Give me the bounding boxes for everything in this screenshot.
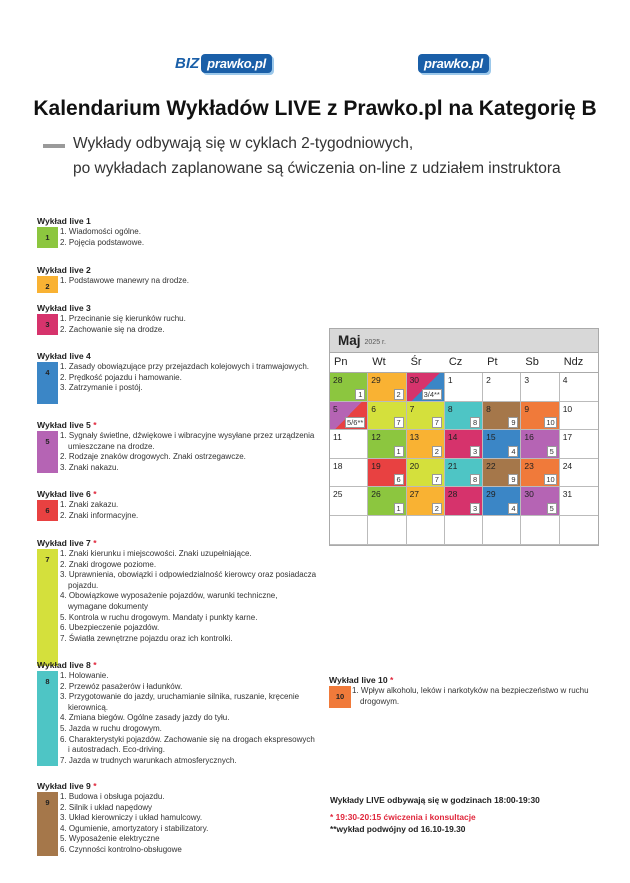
- day-number: 20: [409, 460, 420, 471]
- lecture-2: [37, 265, 317, 291]
- day-number: 31: [562, 489, 573, 500]
- lecture-color-box: 5: [37, 431, 58, 473]
- calendar-day-cell: [445, 430, 483, 459]
- lecture-topic: 1. Przecinanie się kierunków ruchu.: [60, 314, 186, 323]
- calendar-day-cell: [560, 430, 598, 459]
- lecture-number-badge: 5/6**: [347, 418, 364, 428]
- calendar-day-cell: [445, 402, 483, 431]
- calendar-day-cell: [445, 373, 483, 402]
- calendar-weekdays: [330, 352, 598, 372]
- lecture-color-box: 6: [37, 500, 58, 521]
- lecture-body: [37, 431, 317, 473]
- lecture-number-badge: 6: [394, 474, 404, 485]
- lecture-body: [37, 227, 317, 248]
- calendar-day-cell: [445, 459, 483, 488]
- lecture-body: [37, 362, 317, 394]
- subtitle-line-2: po wykładach zaplanowane są ćwiczenia on-line z udziałem instruktora: [73, 160, 561, 177]
- calendar-day-cell: [368, 402, 406, 431]
- lecture-title: [37, 351, 317, 362]
- calendar-day-cell: [368, 373, 406, 402]
- calendar-day-cell: [560, 373, 598, 402]
- calendar-day-cell: [330, 487, 368, 516]
- day-number: 28: [447, 489, 458, 500]
- calendar-day-cell: [521, 402, 559, 431]
- calendar-month: Maj: [338, 333, 361, 348]
- lecture-number-badge: 3/4**: [423, 389, 440, 399]
- day-number: 1: [447, 375, 453, 385]
- day-number: 26: [371, 489, 381, 500]
- star-marker: *: [90, 781, 97, 791]
- calendar-day-cell: [483, 487, 521, 516]
- lecture-title-text: Wykład live 2: [37, 265, 91, 275]
- lecture-number-badge: 3: [470, 446, 480, 457]
- lecture-body: [37, 792, 317, 856]
- lecture-topic: 1. Sygnały świetlne, dźwiękowe i wibracyjne wysyłane przez urządzenia umieszczane na drodze.: [60, 431, 315, 451]
- calendar: [329, 328, 599, 546]
- lecture-number-badge: 2: [432, 503, 442, 514]
- lecture-title: [37, 538, 317, 549]
- weekday-label: Wt: [372, 356, 386, 368]
- calendar-day-cell: [407, 516, 445, 545]
- day-number: 6: [371, 403, 377, 414]
- lecture-6: [37, 489, 317, 521]
- star-marker: *: [387, 675, 394, 685]
- day-number: 16: [524, 432, 534, 443]
- star-marker: *: [90, 538, 97, 548]
- lecture-topic: 1. Holowanie.: [60, 671, 109, 680]
- lecture-topic: 2. Rodzaje znaków drogowych. Znaki ostrzegawcze.: [60, 452, 246, 462]
- day-number: 23: [524, 460, 534, 471]
- calendar-day-cell: [560, 516, 598, 545]
- day-number: 27: [409, 489, 420, 500]
- lecture-topic: 3. Znaki nakazu.: [60, 462, 119, 472]
- lecture-title: [37, 660, 317, 671]
- lecture-number-badge: 8: [470, 474, 480, 485]
- lecture-color-box: 8: [37, 671, 58, 766]
- calendar-day-cell: [407, 373, 445, 402]
- day-number: 3: [524, 375, 530, 385]
- star-marker: *: [90, 420, 97, 430]
- lecture-title: [37, 489, 317, 500]
- lecture-color-box: 10: [329, 686, 351, 708]
- lecture-color-box: 7: [37, 549, 58, 666]
- day-number: 9: [524, 403, 530, 414]
- day-number: 5: [333, 403, 338, 414]
- star-marker: *: [90, 660, 97, 670]
- day-number: 30: [409, 375, 420, 385]
- calendar-day-cell: [407, 487, 445, 516]
- day-number: 29: [486, 489, 496, 500]
- calendar-day-cell: [560, 459, 598, 488]
- day-number: 2: [486, 375, 491, 385]
- weekday-label: Śr: [410, 356, 422, 368]
- lecture-topic: 3. Układ kierowniczy i układ hamulcowy.: [60, 813, 203, 823]
- calendar-day-cell: [483, 402, 521, 431]
- lecture-title-text: Wykład live 3: [37, 303, 91, 313]
- lecture-title: [37, 781, 317, 792]
- lecture-color-box: 2: [37, 276, 58, 293]
- lecture-title-text: Wykład live 5: [37, 420, 91, 430]
- subtitle-line-1: Wykłady odbywają się w cyklach 2-tygodniowych,: [73, 135, 414, 152]
- day-number: 24: [562, 460, 573, 471]
- lecture-number-badge: 2: [394, 389, 404, 400]
- calendar-day-cell: [521, 430, 559, 459]
- lecture-number-badge: 1: [355, 389, 365, 400]
- lecture-topic: 6. Charakterystyki pojazdów. Zachowanie się na drogach ekspresowych i autostradach. Eco-driving.: [60, 734, 315, 755]
- calendar-day-cell: [445, 487, 483, 516]
- day-number: 4: [562, 375, 568, 385]
- calendar-day-cell: [330, 402, 368, 431]
- subtitle-dash: [43, 144, 65, 148]
- lecture-number-badge: 7: [432, 474, 442, 485]
- calendar-day-cell: [407, 459, 445, 488]
- star-marker: *: [90, 489, 97, 499]
- lecture-topic: 4. Zmiana biegów. Ogólne zasady jazdy do tyłu.: [60, 713, 230, 723]
- day-number: 8: [447, 403, 453, 414]
- lecture-body: [37, 500, 317, 521]
- calendar-day-cell: [483, 516, 521, 545]
- lecture-number-badge: 7: [432, 417, 442, 428]
- calendar-day-cell: [521, 516, 559, 545]
- lecture-topic: 4. Obowiązkowe wyposażenie pojazdów, warunki techniczne, wymagane dokumenty: [60, 591, 278, 611]
- lecture-title-text: Wykład live 4: [37, 351, 91, 361]
- day-number: 21: [447, 460, 458, 471]
- day-number: 15: [486, 432, 496, 443]
- lecture-body: [37, 314, 317, 335]
- day-number: 8: [486, 403, 491, 414]
- weekday-label: Pn: [334, 356, 348, 368]
- lecture-body: [329, 686, 619, 707]
- calendar-day-cell: [330, 516, 368, 545]
- lecture-topic: 3. Uprawnienia, obowiązki i odpowiedzialność kierowcy oraz posiadacza pojazdu.: [60, 570, 317, 590]
- calendar-day-cell: [560, 487, 598, 516]
- lecture-number-badge: 1: [394, 503, 404, 514]
- lecture-10: [329, 675, 619, 707]
- day-number: 29: [371, 375, 381, 385]
- lecture-topic: 7. Światła zewnętrzne pojazdu oraz ich kontrolki.: [60, 633, 233, 643]
- calendar-day-cell: [368, 459, 406, 488]
- lecture-number-badge: 9: [508, 474, 518, 485]
- lecture-number-badge: 4: [508, 503, 518, 514]
- lecture-number-badge: 1: [394, 446, 404, 457]
- calendar-grid: [330, 372, 598, 545]
- page-title: Kalendarium Wykładów LIVE z Prawko.pl na Kategorię B: [33, 97, 597, 120]
- lecture-number-badge: 2: [432, 446, 442, 457]
- calendar-day-cell: [483, 373, 521, 402]
- calendar-day-cell: [368, 430, 406, 459]
- lecture-topic: 6. Ubezpieczenie pojazdów.: [60, 623, 160, 633]
- lecture-topic: 5. Jazda w ruchu drogowym.: [60, 723, 162, 733]
- lecture-title-text: Wykład live 1: [37, 216, 91, 226]
- day-number: 7: [409, 403, 415, 414]
- calendar-day-cell: [330, 430, 368, 459]
- lecture-title-text: Wykład live 8: [37, 660, 91, 670]
- calendar-day-cell: [330, 459, 368, 488]
- calendar-header: [330, 329, 598, 352]
- day-number: 10: [562, 403, 573, 414]
- lecture-title: [37, 265, 317, 276]
- lecture-number-badge: 10: [546, 418, 555, 428]
- lecture-title: [37, 303, 317, 314]
- calendar-year: 2025 r.: [364, 339, 386, 346]
- lecture-topic: 1. Wiadomości ogólne.: [60, 227, 141, 236]
- lecture-topic: 2. Zachowanie się na drodze.: [60, 324, 165, 334]
- double-lecture-note: **wykład podwójny od 16.10-19.30: [330, 824, 466, 834]
- weekday-label: Cz: [448, 356, 463, 368]
- day-number: 30: [524, 489, 534, 500]
- lecture-title: [37, 420, 317, 431]
- lecture-topic: 6. Czynności kontrolno-obsługowe: [60, 844, 182, 854]
- exercise-note: [330, 812, 476, 822]
- calendar-day-cell: [483, 430, 521, 459]
- lecture-topic: 2. Prędkość pojazdu i hamowanie.: [60, 372, 182, 382]
- lecture-title-text: Wykład live 6: [37, 489, 91, 499]
- calendar-day-cell: [407, 402, 445, 431]
- lecture-5: [37, 420, 317, 473]
- lecture-topic: 1. Znaki kierunku i miejscowości. Znaki uzupełniające.: [60, 549, 252, 558]
- calendar-day-cell: [330, 373, 368, 402]
- lecture-color-box: 4: [37, 362, 58, 404]
- lecture-topic: 1. Zasady obowiązujące przy przejazdach kolejowych i tramwajowych.: [60, 362, 309, 371]
- day-number: 25: [333, 489, 343, 500]
- day-number: 11: [333, 432, 342, 443]
- calendar-day-cell: [407, 430, 445, 459]
- lecture-number-badge: 9: [508, 417, 518, 428]
- hours-note: Wykłady LIVE odbywają się w godzinach 18:00-19:30: [330, 795, 540, 805]
- calendar-day-cell: [445, 516, 483, 545]
- lecture-title-text: Wykład live 9: [37, 781, 91, 791]
- lecture-title-text: Wykład live 10: [329, 675, 388, 685]
- lecture-color-box: 3: [37, 314, 58, 335]
- lecture-3: [37, 303, 317, 335]
- calendar-day-cell: [521, 487, 559, 516]
- calendar-day-cell: [483, 459, 521, 488]
- lecture-topic: 4. Ogumienie, amortyzatory i stabilizatory.: [60, 823, 209, 833]
- calendar-day-cell: [521, 373, 559, 402]
- lecture-number-badge: 7: [394, 417, 404, 428]
- lecture-4: [37, 351, 317, 394]
- lecture-9: [37, 781, 317, 856]
- lecture-topic: 1. Znaki zakazu.: [60, 500, 119, 509]
- lecture-topic: 1. Budowa i obsługa pojazdu.: [60, 792, 165, 801]
- lecture-topic: 1. Wpływ alkoholu, leków i narkotyków na bezpieczeństwo w ruchu drogowym.: [352, 686, 589, 706]
- lecture-1: [37, 216, 317, 248]
- lecture-number-badge: 4: [508, 446, 518, 457]
- lecture-number-badge: 10: [546, 475, 555, 485]
- star-text: * 19:30-20:15 ćwiczenia i konsultacje: [330, 812, 476, 822]
- day-number: 28: [333, 375, 343, 385]
- day-number: 19: [371, 460, 381, 471]
- lecture-topic: 3. Zatrzymanie i postój.: [60, 383, 143, 393]
- lecture-number-badge: 3: [470, 503, 480, 514]
- lecture-body: [37, 549, 317, 644]
- lecture-topic: 2. Znaki drogowe poziome.: [60, 559, 157, 569]
- lecture-color-box: 1: [37, 227, 58, 248]
- lecture-topic: 3. Przygotowanie do jazdy, uruchamianie silnika, ruszanie, kręcenie kierownicą.: [60, 692, 300, 712]
- lecture-number-badge: 8: [470, 417, 480, 428]
- day-number: 17: [562, 432, 573, 443]
- calendar-day-cell: [560, 402, 598, 431]
- lecture-topic: 7. Jazda w trudnych warunkach atmosferycznych.: [60, 755, 237, 765]
- calendar-day-cell: [368, 516, 406, 545]
- weekday-label: Pt: [487, 356, 498, 368]
- lecture-title-text: Wykład live 7: [37, 538, 91, 548]
- lecture-body: [37, 276, 317, 291]
- calendar-day-cell: [521, 459, 559, 488]
- lecture-topic: 2. Pojęcia podstawowe.: [60, 237, 145, 247]
- day-number: 18: [333, 460, 343, 471]
- lecture-topic: 5. Kontrola w ruchu drogowym. Mandaty i punkty karne.: [60, 612, 258, 622]
- prawko-logo: prawko.pl: [418, 52, 489, 74]
- day-number: 12: [371, 432, 381, 443]
- lecture-topic: 2. Silnik i układ napędowy: [60, 802, 153, 812]
- weekday-label: Sb: [525, 356, 539, 368]
- lecture-number-badge: 5: [547, 446, 557, 457]
- lecture-topic: 1. Podstawowe manewry na drodze.: [60, 276, 189, 285]
- day-number: 13: [409, 432, 420, 443]
- lecture-7: [37, 538, 317, 644]
- lecture-number-badge: 5: [547, 503, 557, 514]
- lecture-color-box: 9: [37, 792, 58, 856]
- lecture-topic: 2. Przewóz pasażerów i ładunków.: [60, 681, 183, 691]
- calendar-day-cell: [368, 487, 406, 516]
- lecture-8: [37, 660, 317, 766]
- biz-prawko-logo: BIZ prawko.pl: [175, 52, 272, 74]
- day-number: 22: [486, 460, 496, 471]
- weekday-label: Ndz: [563, 356, 584, 368]
- day-number: 14: [447, 432, 458, 443]
- lecture-topic: 2. Znaki informacyjne.: [60, 510, 139, 520]
- lecture-topic: 5. Wyposażenie elektryczne: [60, 834, 160, 844]
- lecture-title: [329, 675, 619, 686]
- lecture-title: [37, 216, 317, 227]
- lecture-body: [37, 671, 317, 766]
